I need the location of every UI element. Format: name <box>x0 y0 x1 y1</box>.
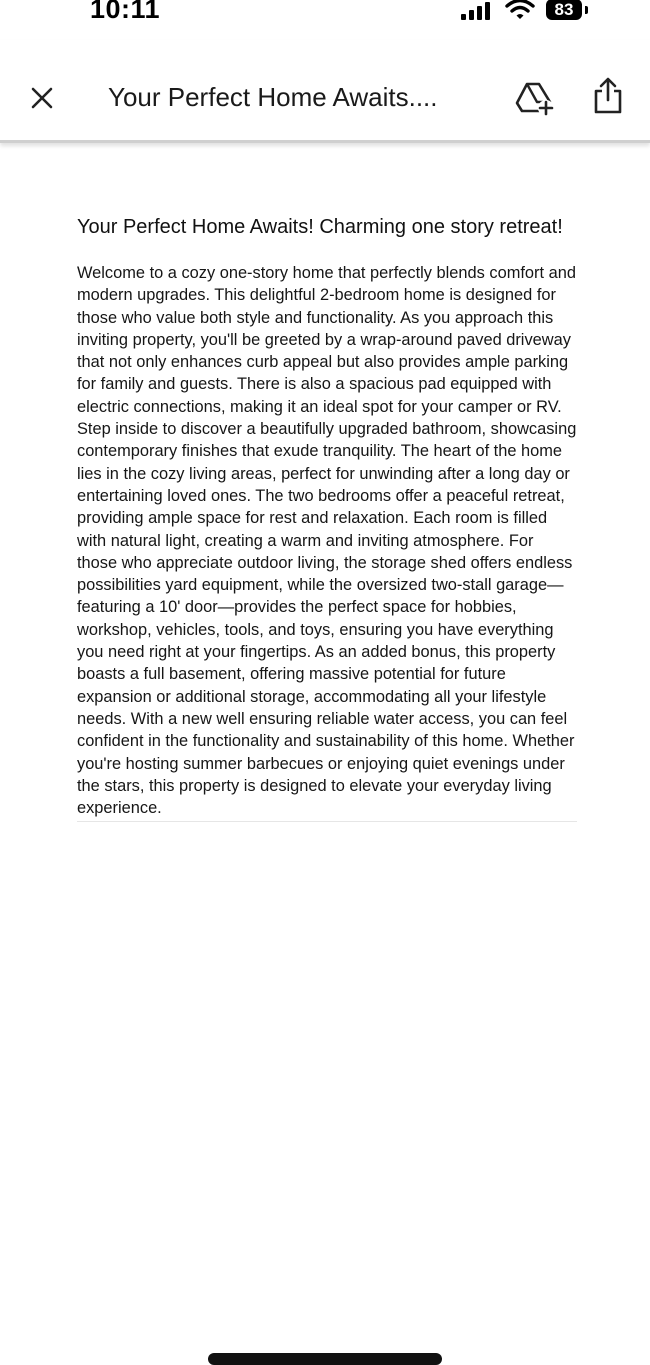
close-icon[interactable] <box>24 80 60 116</box>
app-header <box>0 40 650 143</box>
home-indicator[interactable] <box>208 1353 442 1365</box>
document-content <box>77 215 577 822</box>
status-time: 10:11 <box>90 0 161 24</box>
battery-cap <box>585 6 588 14</box>
document-body: Welcome to a cozy one-story home that perfectly blends comfort and modern upgrades. This delightful 2-bedroom home is designed for those who value both style and functionality. As you approach this inviting property, you'll be greeted by a wrap-around paved driveway that not only enhances curb appeal but also provides ample parking for family and guests. There is also a spacious pad equipped with electric connections, making it an ideal spot for your camper or RV. Step inside to discover a beautifully upgraded bathroom, showcasing contemporary finishes that exude tranquility. The heart of the home lies in the cozy living areas, perfect for unwinding after a long day or entertaining loved ones. The two bedrooms offer a peaceful retreat, providing ample space for rest and relaxation. Each room is filled with natural light, creating a warm and inviting atmosphere. For those who appreciate outdoor living, the storage shed offers endless possibilities yard equipment, while the oversized two-stall garage—featuring a 10' door—provides the perfect space for hobbies, workshop, vehicles, tools, and toys, ensuring you have everything you need right at your fingertips. As an added bonus, this property boasts a full basement, offering massive potential for future expansion or additional storage, accommodating all your lifestyle needs. With a new well ensuring reliable water access, you can feel confident in the functionality and sustainability of this home. Whether you're hosting summer barbecues or enjoying quiet evenings under the stars, this property is designed to elevate your everyday living experience. <box>77 264 577 818</box>
battery-indicator: 83 <box>546 0 582 20</box>
share-icon[interactable] <box>590 76 626 116</box>
header-title: Your Perfect Home Awaits.... <box>108 82 438 112</box>
status-bar <box>0 0 650 32</box>
document-title: Your Perfect Home Awaits! Charming one story retreat! <box>77 216 563 238</box>
cellular-signal-icon <box>461 2 491 20</box>
add-to-drive-icon[interactable] <box>515 78 555 116</box>
wifi-icon <box>505 0 535 20</box>
